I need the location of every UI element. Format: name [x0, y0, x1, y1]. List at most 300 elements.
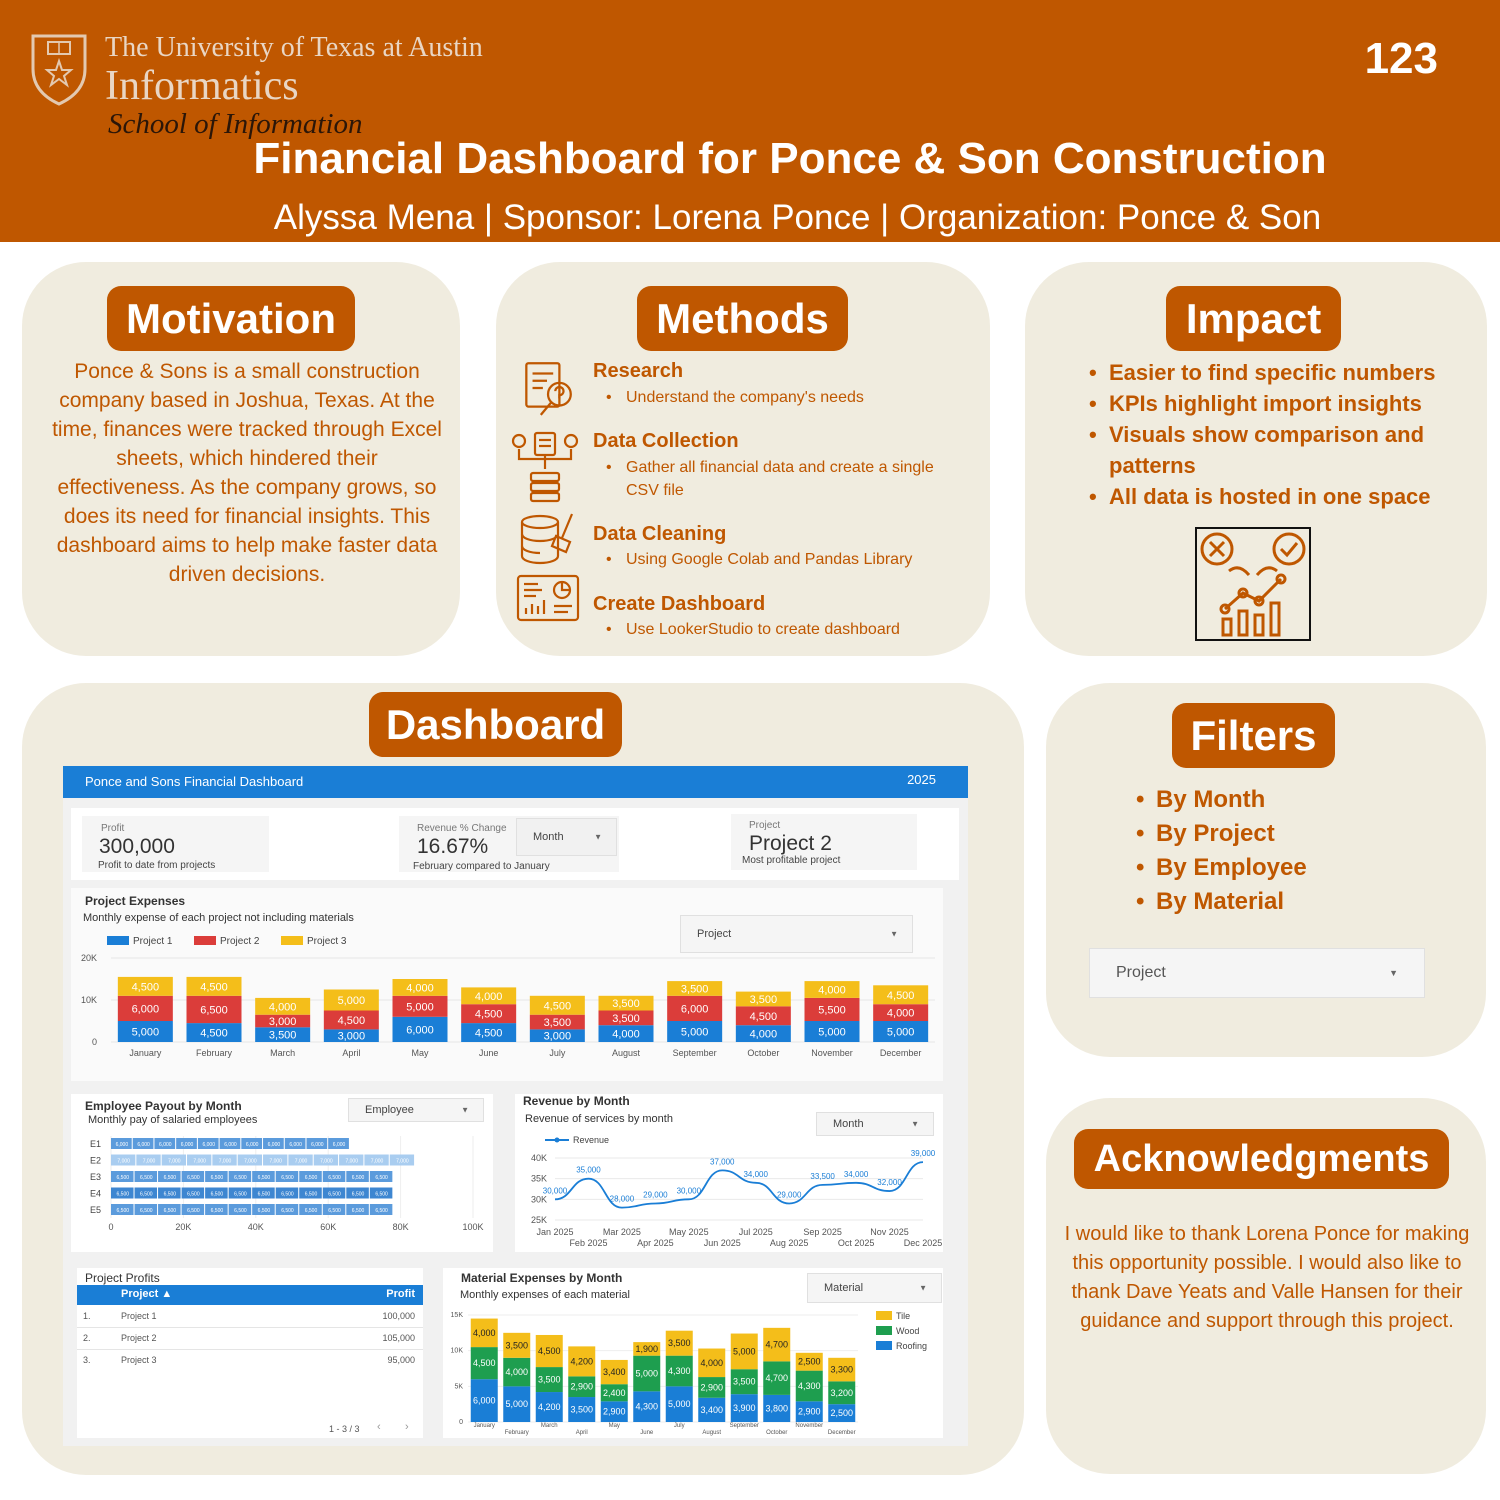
motivation-heading: Motivation	[107, 286, 355, 351]
impact-heading: Impact	[1166, 286, 1341, 351]
data-label: 4,500	[337, 1014, 366, 1027]
kpi-revenue-value: 16.67%	[417, 835, 489, 858]
x-tick-label: Jun 2025	[703, 1238, 741, 1248]
data-label: 5,000	[886, 1026, 915, 1039]
data-label: 6,500	[116, 1208, 130, 1214]
research-document-icon	[516, 357, 578, 419]
university-name: The University of Texas at Austin	[105, 32, 483, 63]
kpi-revenue-note: February compared to January	[413, 861, 550, 872]
x-tick-label: August	[611, 1048, 641, 1058]
kpi-project-value: Project 2	[749, 832, 832, 855]
data-label: 3,500	[667, 1338, 691, 1349]
acknowledgments-panel	[1046, 1098, 1486, 1474]
data-label: 6,500	[351, 1191, 365, 1198]
x-tick-label: Nov 2025	[870, 1227, 909, 1237]
data-label: 3,500	[732, 1376, 756, 1387]
y-tick-label: E5	[89, 1205, 101, 1215]
data-label: 34,000	[743, 1169, 768, 1179]
data-label: 3,000	[543, 1030, 572, 1043]
data-label: 29,000	[643, 1190, 668, 1200]
data-label: 4,500	[543, 1000, 572, 1013]
dashboard-screenshot	[63, 766, 968, 1446]
data-label: 6,000	[406, 1024, 434, 1037]
department-name: Informatics	[105, 63, 299, 109]
data-label: 7,000	[269, 1158, 282, 1165]
y-tick-label: E1	[89, 1139, 101, 1149]
chevron-down-icon: ▼	[461, 1105, 469, 1115]
dashboard-heading: Dashboard	[369, 692, 622, 757]
filter-bullet: • By Employee	[1136, 851, 1436, 885]
x-tick-label: July	[549, 1048, 566, 1058]
method-bullet-research: • Understand the company's needs	[606, 386, 966, 409]
legend-label: Roofing	[896, 1341, 928, 1351]
data-label: 6,500	[163, 1191, 177, 1198]
kpi-project	[731, 814, 917, 870]
data-label: 6,000	[180, 1142, 194, 1148]
data-label: 4,000	[886, 1007, 915, 1020]
data-label: 4,300	[667, 1365, 691, 1376]
data-label: 7,000	[294, 1158, 308, 1165]
methods-panel	[496, 262, 990, 656]
chevron-down-icon: ▼	[919, 1283, 927, 1293]
ut-shield-icon	[30, 33, 88, 107]
x-tick-label: June	[640, 1430, 654, 1436]
data-label: 4,500	[131, 981, 160, 994]
x-tick-label: 0	[108, 1222, 114, 1232]
data-label: 6,500	[375, 1191, 388, 1198]
data-label: 7,000	[320, 1158, 333, 1165]
dashboard-chart-icon	[516, 574, 580, 624]
table-row[interactable]	[77, 1350, 423, 1372]
y-tick-label: 40K	[530, 1153, 547, 1163]
x-tick-label: Jul 2025	[738, 1227, 773, 1237]
data-label: 4,000	[505, 1367, 529, 1378]
prev-page-icon[interactable]: ‹	[377, 1421, 381, 1433]
chevron-down-icon: ▼	[1389, 968, 1398, 978]
data-label: 4,500	[474, 1027, 503, 1040]
data-label: 7,000	[117, 1158, 130, 1165]
data-label: 6,000	[267, 1142, 281, 1148]
data-label: 6,500	[140, 1208, 153, 1214]
data-collection-icon	[510, 429, 580, 505]
kpi-profit-value: 300,000	[99, 835, 175, 858]
data-label: 32,000	[877, 1178, 902, 1188]
x-tick-label: May	[411, 1048, 429, 1058]
data-label: 6,000	[202, 1142, 215, 1148]
data-label: 4,200	[537, 1402, 561, 1413]
project-profits-header	[77, 1285, 423, 1305]
revenue-subtitle: Revenue of services by month	[525, 1113, 673, 1125]
data-label: 5,500	[818, 1004, 846, 1017]
data-label: 4,500	[537, 1346, 561, 1357]
y-tick-label: 5K	[454, 1383, 463, 1391]
data-label: 2,500	[830, 1408, 854, 1419]
employee-payout-chart	[71, 1128, 493, 1238]
legend-swatch	[876, 1341, 892, 1350]
data-label: 7,000	[244, 1158, 257, 1165]
x-tick-label: September	[672, 1048, 717, 1058]
y-tick-label: 35K	[530, 1173, 547, 1184]
filter-project-dropdown[interactable]	[1089, 948, 1425, 998]
data-label: 3,500	[612, 998, 640, 1011]
project-expenses-chart	[71, 924, 943, 1064]
method-title-create-dashboard: Create Dashboard	[593, 593, 766, 615]
data-label: 3,200	[830, 1387, 854, 1398]
x-tick-label: Jan 2025	[536, 1227, 574, 1237]
chevron-down-icon: ▼	[594, 832, 602, 842]
data-label: 4,700	[765, 1373, 789, 1384]
x-tick-label: December	[879, 1048, 922, 1058]
decision-growth-icon	[1195, 527, 1311, 641]
data-label: 6,500	[187, 1208, 200, 1214]
row-project: Project 3	[121, 1355, 157, 1365]
table-pagination: 1 - 3 / 3	[329, 1424, 360, 1434]
data-label: 6,500	[210, 1208, 224, 1214]
data-label: 6,500	[187, 1175, 200, 1181]
data-label: 6,500	[187, 1191, 200, 1198]
data-label: 6,500	[140, 1175, 153, 1181]
data-label: 6,000	[115, 1142, 129, 1148]
data-label: 6,000	[137, 1142, 150, 1148]
motivation-text: Ponce & Sons is a small construction company based in Joshua, Texas. At the time, finances were tracked through Excel sheets, which hindered their effectiveness. As the company grows, so does its need for financial insights. This dashboard aims to help make faster data driven decisions.	[52, 360, 442, 586]
y-tick-label: 15K	[450, 1312, 463, 1319]
data-label: 6,500	[351, 1208, 365, 1214]
y-tick-label: 10K	[450, 1347, 463, 1355]
legend-swatch	[107, 936, 129, 945]
data-label: 6,500	[257, 1175, 271, 1181]
legend-label: Project 2	[220, 936, 260, 947]
data-label: 6,000	[289, 1142, 302, 1148]
chevron-down-icon: ▼	[911, 1119, 919, 1129]
data-label: 4,500	[200, 1027, 228, 1040]
y-tick-label: 20K	[80, 953, 97, 963]
data-label: 4,700	[765, 1339, 789, 1350]
data-label: 7,000	[193, 1158, 206, 1165]
data-label: 2,400	[602, 1387, 626, 1398]
acknowledgments-heading: Acknowledgments	[1074, 1129, 1449, 1189]
data-label: 6,500	[163, 1175, 177, 1181]
data-label: 6,500	[375, 1208, 388, 1214]
data-label: 4,500	[886, 989, 915, 1002]
row-profit: 95,000	[387, 1355, 415, 1365]
legend-swatch	[194, 936, 216, 945]
impact-bullet: • Visuals show comparison and patterns	[1089, 419, 1469, 481]
data-label: 1,900	[635, 1343, 659, 1354]
kpi-project-label: Project	[749, 820, 781, 831]
dashboard-app-bar	[63, 766, 968, 798]
data-label: 4,000	[749, 1028, 778, 1041]
method-title-data-cleaning: Data Cleaning	[593, 523, 727, 545]
y-tick-label: E3	[89, 1172, 101, 1182]
filter-bullet: • By Month	[1136, 783, 1436, 817]
data-label: 5,000	[680, 1026, 709, 1039]
employee-dropdown[interactable]	[348, 1098, 484, 1122]
dashboard-app-title: Ponce and Sons Financial Dashboard	[85, 774, 304, 789]
methods-heading: Methods	[637, 286, 848, 351]
y-tick-label: 0	[459, 1419, 463, 1426]
data-label: 3,500	[543, 1017, 572, 1030]
x-tick-label: Aug 2025	[769, 1238, 809, 1248]
row-profit: 100,000	[382, 1311, 415, 1321]
method-bullets-research	[606, 386, 966, 409]
impact-bullet: • Easier to find specific numbers	[1089, 357, 1469, 388]
x-tick-label: Dec 2025	[903, 1238, 943, 1248]
legend-swatch	[876, 1326, 892, 1335]
kpi-profit-note: Profit to date from projects	[98, 860, 216, 871]
material-dropdown-label: Material	[824, 1282, 864, 1294]
data-label: 30,000	[542, 1186, 568, 1196]
kpi-month-dropdown[interactable]	[516, 818, 617, 856]
data-label: 4,500	[749, 1010, 778, 1023]
x-tick-label: October	[766, 1430, 788, 1436]
project-expenses-title: Project Expenses	[85, 894, 186, 908]
x-tick-label: March	[270, 1048, 296, 1058]
data-label: 6,000	[224, 1142, 237, 1148]
data-label: 4,300	[797, 1380, 821, 1391]
data-label: 5,000	[635, 1368, 659, 1379]
x-tick-label: March	[540, 1423, 558, 1429]
x-tick-label: 80K	[392, 1222, 409, 1232]
method-bullet-data-collection: • Gather all financial data and create a single CSV file	[606, 456, 966, 502]
x-tick-label: 100K	[462, 1222, 484, 1232]
x-tick-label: Apr 2025	[637, 1238, 674, 1248]
data-label: 6,000	[332, 1142, 346, 1148]
project-expenses-dropdown-label: Project	[697, 928, 732, 940]
data-label: 3,500	[268, 1029, 297, 1042]
x-tick-label: November	[811, 1048, 853, 1058]
data-label: 5,000	[406, 1001, 434, 1014]
column-profit[interactable]: Profit	[386, 1288, 415, 1300]
y-tick-label: 30K	[530, 1194, 547, 1205]
kpi-revenue-change	[399, 816, 619, 872]
x-tick-label: Feb 2025	[569, 1238, 608, 1248]
data-label: 2,900	[797, 1406, 821, 1417]
legend-label: Revenue	[573, 1135, 610, 1145]
material-expenses-chart	[443, 1303, 943, 1438]
data-label: 4,300	[635, 1401, 659, 1412]
data-label: 2,900	[700, 1382, 724, 1393]
x-tick-label: August	[702, 1430, 722, 1436]
row-project: Project 2	[121, 1333, 157, 1343]
data-label: 6,500	[234, 1175, 247, 1181]
impact-panel	[1025, 262, 1487, 656]
data-label: 6,500	[304, 1191, 318, 1198]
kpi-project-note: Most profitable project	[742, 855, 841, 866]
data-label: 6,500	[210, 1175, 224, 1181]
data-label: 5,000	[732, 1346, 756, 1357]
data-label: 4,500	[472, 1358, 496, 1369]
employee-dropdown-label: Employee	[365, 1104, 414, 1116]
data-label: 6,500	[210, 1191, 224, 1198]
data-label: 6,500	[375, 1175, 388, 1181]
filters-heading: Filters	[1172, 703, 1335, 768]
column-project[interactable]: Project ▲	[121, 1288, 173, 1300]
data-label: 7,000	[218, 1158, 232, 1165]
kpi-revenue-label: Revenue % Change	[417, 823, 507, 834]
method-bullets-data-cleaning	[606, 548, 966, 571]
x-tick-label: April	[342, 1048, 361, 1058]
x-tick-label: May 2025	[669, 1227, 709, 1237]
poster-header	[0, 0, 1500, 242]
x-tick-label: Oct 2025	[837, 1238, 875, 1248]
impact-bullet: • All data is hosted in one space	[1089, 481, 1469, 512]
data-label: 3,800	[765, 1403, 789, 1414]
data-label: 6,500	[304, 1175, 318, 1181]
method-bullet-data-cleaning: • Using Google Colab and Pandas Library	[606, 548, 966, 571]
method-bullet-create-dashboard: • Use LookerStudio to create dashboard	[606, 618, 966, 641]
data-label: 35,000	[576, 1165, 601, 1175]
data-label: 3,900	[732, 1403, 756, 1414]
data-label: 2,900	[602, 1406, 626, 1417]
legend-swatch	[555, 1138, 560, 1143]
y-tick-label: E2	[89, 1155, 101, 1166]
next-page-icon[interactable]: ›	[405, 1421, 409, 1433]
data-label: 29,000	[776, 1190, 802, 1200]
data-label: 4,000	[474, 990, 503, 1003]
poster-subtitle: Alyssa Mena | Sponsor: Lorena Ponce | Organization: Ponce & Son	[273, 198, 1322, 237]
x-tick-label: 60K	[320, 1222, 337, 1232]
data-label: 6,500	[234, 1208, 247, 1214]
data-label: 4,000	[818, 984, 846, 997]
revenue-month-dropdown-label: Month	[833, 1118, 864, 1130]
data-label: 4,000	[612, 1028, 640, 1041]
data-label: 6,500	[281, 1208, 294, 1214]
legend-label: Project 1	[133, 936, 173, 947]
material-dropdown[interactable]	[807, 1273, 942, 1303]
x-tick-label: November	[795, 1423, 824, 1429]
data-label: 5,000	[505, 1399, 529, 1410]
y-tick-label: E4	[89, 1188, 101, 1199]
data-label: 2,500	[797, 1356, 821, 1367]
data-label: 4,000	[406, 982, 434, 995]
data-label: 4,200	[570, 1356, 594, 1367]
impact-bullets	[1089, 357, 1469, 512]
kpi-month-dropdown-label: Month	[533, 831, 564, 843]
data-label: 3,400	[700, 1404, 724, 1415]
x-tick-label: May	[608, 1423, 620, 1429]
poster-title: Financial Dashboard for Ponce & Son Construction	[253, 134, 1327, 183]
data-label: 7,000	[168, 1158, 181, 1165]
data-label: 34,000	[843, 1169, 869, 1179]
legend-label: Wood	[896, 1326, 920, 1336]
data-label: 4,000	[472, 1327, 496, 1338]
data-label: 6,500	[304, 1208, 318, 1214]
legend-swatch	[281, 936, 303, 945]
x-tick-label: Sep 2025	[803, 1227, 842, 1237]
kpi-profit	[82, 816, 269, 872]
row-index: 2.	[83, 1333, 91, 1343]
database-cleaning-icon	[516, 510, 580, 570]
data-label: 28,000	[609, 1194, 635, 1204]
data-label: 6,500	[163, 1208, 177, 1214]
data-label: 3,500	[612, 1012, 640, 1025]
data-label: 3,000	[268, 1016, 297, 1028]
row-index: 3.	[83, 1355, 91, 1365]
x-tick-label: September	[729, 1423, 759, 1429]
data-label: 6,500	[281, 1191, 294, 1198]
x-tick-label: 20K	[175, 1222, 192, 1232]
data-label: 6,500	[328, 1175, 341, 1181]
data-label: 5,000	[131, 1026, 160, 1039]
data-label: 6,000	[131, 1003, 160, 1016]
filters-panel	[1046, 683, 1486, 1057]
motivation-panel	[22, 262, 460, 656]
filters-bullets	[1136, 783, 1436, 919]
row-profit: 105,000	[382, 1333, 415, 1343]
filter-bullet: • By Material	[1136, 885, 1436, 919]
data-label: 3,500	[749, 993, 778, 1006]
data-label: 6,500	[328, 1191, 341, 1198]
legend-label: Tile	[896, 1311, 911, 1321]
data-label: 3,500	[505, 1340, 529, 1351]
data-label: 3,500	[680, 983, 709, 996]
data-label: 6,500	[328, 1208, 341, 1214]
data-label: 2,900	[570, 1381, 594, 1392]
data-label: 3,500	[537, 1374, 561, 1385]
data-label: 5,000	[818, 1026, 846, 1039]
chevron-down-icon: ▼	[890, 929, 898, 939]
method-bullets-data-collection	[606, 456, 966, 502]
data-label: 6,500	[257, 1191, 271, 1198]
project-profits-title: Project Profits	[85, 1271, 160, 1285]
data-label: 3,300	[830, 1364, 854, 1375]
legend-label: Project 3	[307, 936, 347, 947]
data-label: 3,500	[570, 1404, 594, 1415]
x-tick-label: Mar 2025	[602, 1227, 641, 1237]
table-row[interactable]	[77, 1328, 423, 1350]
data-label: 4,000	[268, 1001, 297, 1014]
data-label: 6,500	[257, 1208, 271, 1214]
employee-payout-subtitle: Monthly pay of salaried employees	[88, 1114, 258, 1126]
y-tick-label: 0	[91, 1037, 97, 1047]
x-tick-label: July	[673, 1423, 685, 1429]
material-expenses-title: Material Expenses by Month	[461, 1271, 623, 1285]
data-label: 3,400	[602, 1367, 626, 1378]
x-tick-label: April	[575, 1430, 588, 1436]
data-label: 6,500	[200, 1004, 228, 1017]
x-tick-label: 40K	[247, 1222, 264, 1232]
data-label: 6,500	[116, 1191, 130, 1198]
material-expenses-subtitle: Monthly expenses of each material	[460, 1289, 630, 1301]
data-label: 37,000	[710, 1157, 735, 1167]
poster-number: 123	[1364, 34, 1438, 83]
x-tick-label: October	[747, 1048, 780, 1058]
data-label: 6,000	[680, 1003, 709, 1016]
impact-bullet: • KPIs highlight import insights	[1089, 388, 1469, 419]
employee-payout-title: Employee Payout by Month	[85, 1099, 242, 1113]
x-tick-label: February	[504, 1430, 529, 1436]
x-tick-label: February	[195, 1048, 233, 1058]
data-label: 7,000	[370, 1158, 384, 1165]
data-label: 7,000	[142, 1158, 156, 1165]
project-expenses-subtitle: Monthly expense of each project not including materials	[83, 912, 354, 924]
data-label: 6,000	[472, 1395, 496, 1406]
data-label: 6,500	[234, 1191, 247, 1198]
filter-project-dropdown-label: Project	[1116, 964, 1166, 981]
legend-swatch	[876, 1311, 892, 1320]
table-row[interactable]	[77, 1306, 423, 1328]
data-label: 6,000	[159, 1142, 172, 1148]
data-label: 6,000	[245, 1142, 259, 1148]
x-tick-label: December	[827, 1430, 856, 1436]
x-tick-label: June	[478, 1048, 499, 1058]
data-label: 4,500	[200, 981, 228, 994]
method-title-data-collection: Data Collection	[593, 430, 739, 452]
acknowledgments-text: I would like to thank Lorena Ponce for making this opportunity possible. I would also like to thank Dave Yeats and Valle Hansen for their guidance and support through this project.	[1064, 1223, 1470, 1332]
data-label: 33,500	[810, 1171, 835, 1181]
data-label: 6,500	[351, 1175, 365, 1181]
x-tick-label: January	[473, 1423, 495, 1429]
